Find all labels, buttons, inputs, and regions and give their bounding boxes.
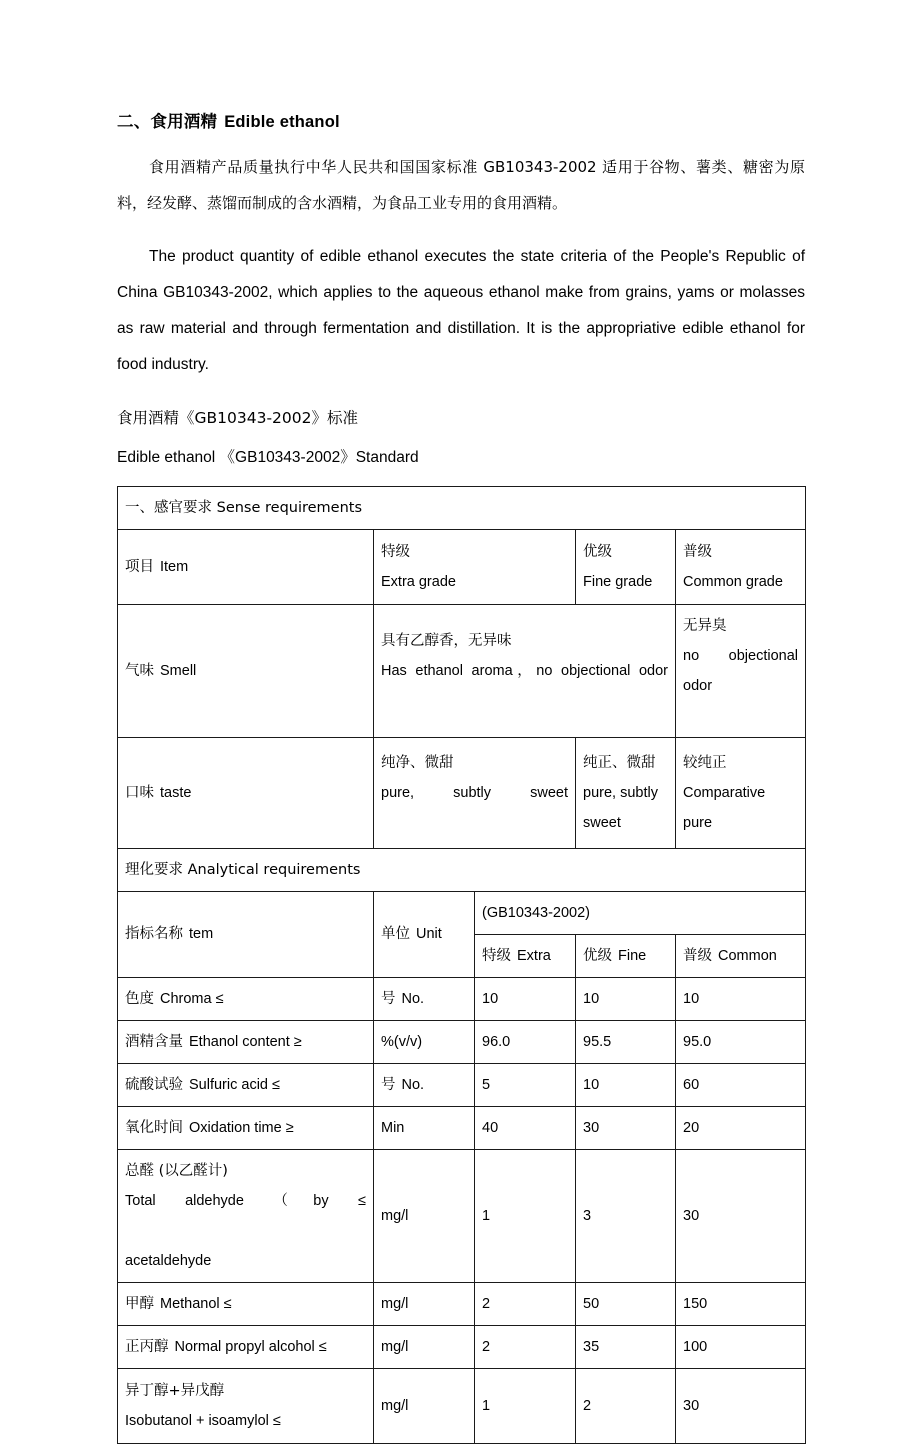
analytical-row-extra: 10 [475, 977, 576, 1020]
sense-row-smell-common [676, 604, 806, 737]
table-row [118, 977, 806, 1020]
sense-row-taste-fine-en: pure, subtly sweet [583, 784, 658, 831]
analytical-row-fine: 50 [576, 1282, 676, 1325]
analytical-row-fine: 35 [576, 1325, 676, 1368]
sense-row-smell-item-en: Smell [160, 662, 197, 679]
analytical-col-unit-cn: 单位 [381, 926, 410, 943]
analytical-row-unit-en: mg/l [381, 1397, 409, 1414]
analytical-row-common: 150 [676, 1282, 806, 1325]
analytical-row-extra: 5 [475, 1063, 576, 1106]
analytical-row-common: 20 [676, 1106, 806, 1149]
analytical-row-name [118, 1149, 374, 1282]
table-row [118, 1325, 806, 1368]
table-row [118, 486, 806, 529]
sense-col-extra [374, 529, 576, 604]
analytical-row-extra: 1 [475, 1368, 576, 1443]
analytical-row-name-cn: 正丙醇 [125, 1338, 169, 1355]
sense-col-common-cn: 普级 [683, 543, 712, 560]
analytical-row-unit [374, 1282, 475, 1325]
analytical-row-common: 100 [676, 1325, 806, 1368]
sense-col-item [118, 529, 374, 604]
analytical-row-fine: 10 [576, 1063, 676, 1106]
analytical-col-name [118, 891, 374, 977]
table-row [118, 1282, 806, 1325]
sense-col-item-cn: 项目 [125, 558, 154, 575]
analytical-col-fine [576, 934, 676, 977]
intro-paragraph-cn: 食用酒精产品质量执行中华人民共和国国家标准 GB10343-2002 适用于谷物、薯类、糖密为原料，经发酵、蒸馏而制成的含水酒精，为食品工业专用的食用酒精。 [117, 157, 805, 212]
sense-row-smell-common-en: no objectional odor [683, 647, 799, 694]
analytical-row-name [118, 1020, 374, 1063]
sense-row-taste-fine-cn: 纯正、微甜 [583, 754, 656, 771]
sense-row-taste-common [676, 737, 806, 848]
analytical-row-fine: 3 [576, 1149, 676, 1282]
analytical-col-unit [374, 891, 475, 977]
sense-row-smell-merged-en: Has ethanol aroma，no objectional odor [381, 662, 668, 679]
analytical-col-extra-en: Extra [517, 947, 551, 964]
analytical-row-name-en: Chroma ≤ [160, 990, 224, 1007]
specification-table [117, 486, 806, 1444]
analytical-row-extra: 40 [475, 1106, 576, 1149]
analytical-col-common [676, 934, 806, 977]
sense-row-taste-common-cn: 较纯正 [683, 754, 727, 771]
sense-col-fine [576, 529, 676, 604]
analytical-col-unit-en: Unit [416, 926, 442, 943]
standard-title-cn: 食用酒精《GB10343-2002》标准 [117, 408, 358, 427]
table-row [118, 737, 806, 848]
analytical-row-name-en: Normal propyl alcohol ≤ [174, 1338, 327, 1355]
analytical-row-name-cn: 色度 [125, 990, 154, 1007]
sense-row-smell-item [118, 604, 374, 737]
analytical-row-unit [374, 1325, 475, 1368]
analytical-row-common: 10 [676, 977, 806, 1020]
analytical-row-unit [374, 1020, 475, 1063]
table-row [118, 1020, 806, 1063]
sense-row-smell-merged [374, 604, 676, 737]
analytical-row-common: 30 [676, 1368, 806, 1443]
analytical-row-name-cn: 酒精含量 [125, 1033, 183, 1050]
analytical-row-unit [374, 1149, 475, 1282]
table-row [118, 1063, 806, 1106]
analytical-row-name-en: Isobutanol + isoamylol ≤ [125, 1412, 281, 1429]
analytical-row-common: 60 [676, 1063, 806, 1106]
analytical-row-name-en: Ethanol content ≥ [189, 1033, 302, 1050]
analytical-row-fine: 95.5 [576, 1020, 676, 1063]
sense-col-common-en: Common grade [683, 573, 783, 590]
table-row [118, 848, 806, 891]
sense-section-header: 一、感官要求 Sense requirements [118, 486, 806, 529]
page-title-cn: 二、食用酒精 [117, 112, 218, 131]
analytical-row-fine: 30 [576, 1106, 676, 1149]
sense-row-smell-merged-cn: 具有乙醇香，无异味 [381, 632, 512, 649]
sense-row-taste-item [118, 737, 374, 848]
analytical-row-fine: 10 [576, 977, 676, 1020]
sense-col-extra-en: Extra grade [381, 573, 456, 590]
analytical-row-unit-en: mg/l [381, 1295, 409, 1312]
sense-row-smell-common-cn: 无异臭 [683, 617, 727, 634]
analytical-row-extra: 1 [475, 1149, 576, 1282]
sense-col-fine-en: Fine grade [583, 573, 653, 590]
analytical-row-unit [374, 1368, 475, 1443]
analytical-row-common: 30 [676, 1149, 806, 1282]
analytical-col-common-en: Common [718, 947, 777, 964]
sense-col-fine-cn: 优级 [583, 543, 612, 560]
analytical-row-common: 95.0 [676, 1020, 806, 1063]
analytical-col-fine-cn: 优级 [583, 947, 612, 964]
analytical-col-extra [475, 934, 576, 977]
analytical-row-name-cn: 硫酸试验 [125, 1076, 183, 1093]
analytical-row-unit-en: No. [401, 1076, 425, 1093]
analytical-section-header: 理化要求 Analytical requirements [118, 848, 806, 891]
standard-title-en: Edible ethanol 《GB10343-2002》Standard [117, 449, 419, 467]
document-content [117, 0, 805, 1444]
analytical-row-unit [374, 1106, 475, 1149]
table-row [118, 1149, 806, 1282]
table-row [118, 1106, 806, 1149]
analytical-row-name [118, 1325, 374, 1368]
page-title [117, 112, 805, 133]
analytical-row-name [118, 1368, 374, 1443]
analytical-row-name [118, 1063, 374, 1106]
analytical-row-name-en: Oxidation time ≥ [189, 1119, 294, 1136]
sense-row-taste-fine [576, 737, 676, 848]
analytical-row-unit-en: No. [401, 990, 425, 1007]
analytical-row-unit-en: mg/l [381, 1338, 409, 1355]
table-row [118, 529, 806, 604]
analytical-row-name-cn: 氧化时间 [125, 1119, 183, 1136]
table-row [118, 604, 806, 737]
analytical-col-name-cn: 指标名称 [125, 926, 183, 943]
page-title-en: Edible ethanol [224, 113, 340, 131]
analytical-row-unit-cn: 号 [381, 990, 396, 1007]
analytical-row-name-cn: 总醛 (以乙醛计) [125, 1162, 228, 1179]
sense-row-taste-item-cn: 口味 [125, 784, 154, 801]
analytical-row-name [118, 1106, 374, 1149]
table-row [118, 1368, 806, 1443]
analytical-row-name-en2: acetaldehyde [125, 1252, 212, 1269]
table-row [118, 891, 806, 934]
analytical-row-extra: 2 [475, 1325, 576, 1368]
analytical-col-extra-cn: 特级 [482, 947, 511, 964]
analytical-row-unit-en: Min [381, 1119, 405, 1136]
analytical-row-name-en: Sulfuric acid ≤ [189, 1076, 280, 1093]
sense-row-taste-extra-en: pure, subtly sweet [381, 784, 568, 801]
sense-row-smell-item-cn: 气味 [125, 662, 154, 679]
analytical-row-fine: 2 [576, 1368, 676, 1443]
analytical-row-unit [374, 977, 475, 1020]
analytical-row-extra: 2 [475, 1282, 576, 1325]
analytical-row-name-en: Total aldehyde （by ≤ [125, 1192, 366, 1209]
analytical-row-name-cn: 异丁醇+异戊醇 [125, 1382, 225, 1399]
analytical-row-unit [374, 1063, 475, 1106]
analytical-row-name-en: Methanol ≤ [160, 1295, 232, 1312]
analytical-col-fine-en: Fine [618, 947, 647, 964]
analytical-row-name-cn: 甲醇 [125, 1295, 154, 1312]
analytical-row-name [118, 977, 374, 1020]
sense-col-common [676, 529, 806, 604]
sense-col-extra-cn: 特级 [381, 543, 410, 560]
sense-col-item-en: Item [160, 558, 189, 575]
analytical-row-unit-en: mg/l [381, 1207, 409, 1224]
analytical-col-common-cn: 普级 [683, 947, 712, 964]
sense-row-taste-item-en: taste [160, 784, 192, 801]
sense-row-taste-extra [374, 737, 576, 848]
analytical-col-name-en: tem [189, 926, 214, 943]
intro-paragraph-en: The product quantity of edible ethanol executes the state criteria of the People's Republic of China GB10343-2002, which applies to the aqueous ethanol make from grains, yams or molasses as raw material and through fermentation and distillation. It is the appropriative edible ethanol for food industry. [117, 247, 805, 373]
sense-row-taste-extra-cn: 纯净、微甜 [381, 754, 454, 771]
analytical-row-name [118, 1282, 374, 1325]
sense-row-taste-common-en: Comparative pure [683, 784, 766, 831]
analytical-row-extra: 96.0 [475, 1020, 576, 1063]
analytical-row-unit-en: %(v/v) [381, 1033, 423, 1050]
analytical-row-unit-cn: 号 [381, 1076, 396, 1093]
analytical-col-standard-group: (GB10343-2002) [475, 891, 806, 934]
